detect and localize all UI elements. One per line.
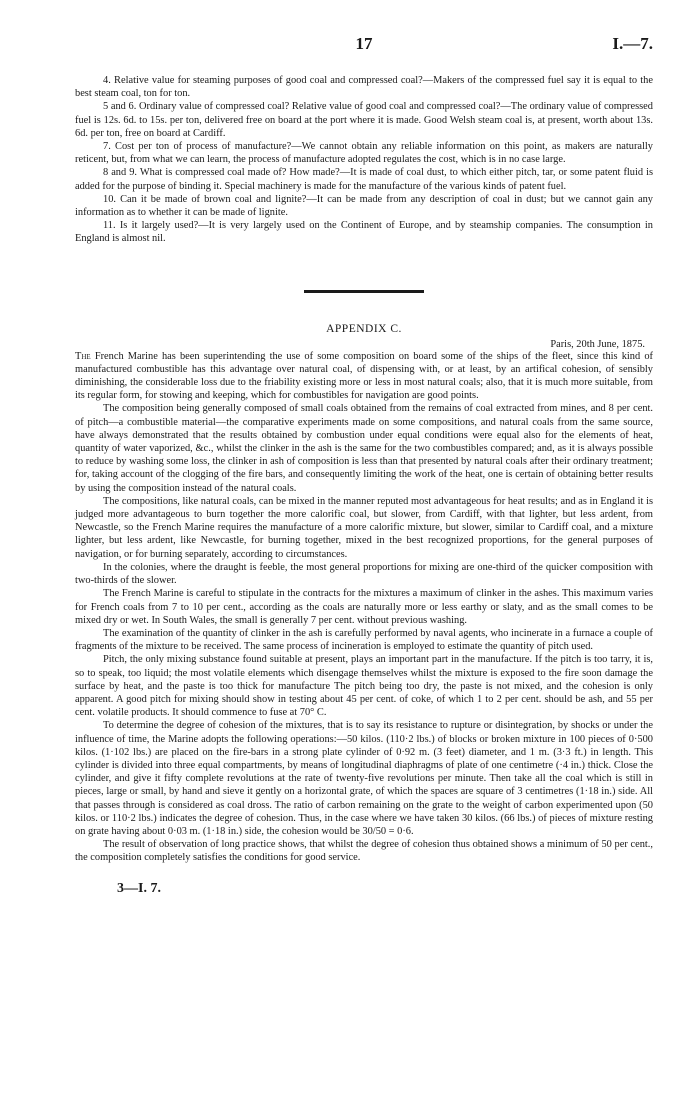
appendix-opening-paragraph bbox=[75, 350, 653, 403]
appendix-title: APPENDIX C. bbox=[326, 322, 402, 335]
qa-paragraph: 10. Can it be made of brown coal and lignite?—It can be made from any description of coal in dust; but we cannot gain any information as to whether it can be made of lignite. bbox=[75, 193, 653, 219]
appendix-paragraph: The result of observation of long practice shows, that whilst the degree of cohesion thus obtained shows a minimum of 50 per cent., the composition completely satisfies the conditions for good service. bbox=[75, 839, 653, 864]
appendix-paragraph: The compositions, like natural coals, can be mixed in the manner reputed most advantageous for heat results; and as in England it is judged more advantageous to burn together the more calorific coal, but slower, from Cardiff, with that lighter, but less ardent, from Newcastle, so the French Marine requires the manufacture of a more calorific mixture, but slower, similar to Cardiff coal, and a mixture lighter, but less ardent, like Newcastle, for burning together, mixed in the best recognized proportions, for the general purposes of navigation, or for burning separately, according to circumstances. bbox=[75, 495, 653, 560]
section-divider bbox=[304, 290, 424, 293]
appendix-paragraph: Pitch, the only mixing substance found suitable at present, plays an important part in the manufacture. If the pitch is too tarry, it is, so to speak, too liquid; the most volatile elements which disengage themselves whilst the mixture is exposed to the fire soon damage the surface by heat, and the paste is too thick for manufacture The pitch being too dry, the paste is not mixed, and the cohesion is only apparent. A good pitch for mixing should show in testing about 45 per cent. of coke, of which 1 to 2 per cent. should be ash, and 55 per cent. volatile products. It should commence to fuse at 70° C. bbox=[75, 654, 653, 719]
qa-section bbox=[75, 74, 653, 246]
page-header bbox=[75, 34, 653, 60]
qa-paragraph: 7. Cost per ton of process of manufacture?—We cannot obtain any reliable information on this point, as makers are naturally reticent, but, from what we can learn, the process of manufacture adopted regulates the cost, which is in no case large. bbox=[75, 141, 653, 166]
appendix-body bbox=[75, 350, 653, 865]
appendix-paragraph: The composition being generally composed of small coals obtained from the remains of coal extracted from mines, and 8 per cent. of pitch—a combustible material—the comparative experiments made on some compositions, and natural coals from the same source, have always demonstrated that the results obtained by combustion under equal conditions were equal also for the elements of heat, quantity of water vaporized, &c., whilst the clinker in the ash is the same for the two combustibles compared; and, as it is always possible to reduce by washing some loss, the clinker in ash of composition is less than that presented by natural coals after their ordinary treatment; for, taking account of the clogging of the fire bars, and consequently limiting the work of the heat, one is certain of obtaining better results by using the composition instead of the natural coals. bbox=[75, 403, 653, 494]
appendix-dateline: Paris, 20th June, 1875. bbox=[550, 338, 645, 350]
opening-text: French Marine has been superintending the use of some composition on board some of the ships of the fleet, since this kind of manufactured combustible has this advantage over natural coal, of dispensing with, or at least, by an artifical cohesion, of sensibly diminishing, the considerable loss due to the friability existing more or less in most natural coals; also, that it is much more suitable, from its regular form, for stowing and keeping, which for combustibles for navigation are good points. bbox=[75, 350, 653, 402]
qa-paragraph: 11. Is it largely used?—It is very largely used on the Continent of Europe, and by steamship companies. The consumption in England is almost nil. bbox=[75, 220, 653, 245]
opening-word: The bbox=[75, 350, 91, 362]
qa-paragraph: 8 and 9. What is compressed coal made of? How made?—It is made of coal dust, to which either pitch, tar, or some patent fluid is added for the purpose of binding it. Special machinery is made for the manufacture of the various kinds of patent fuel. bbox=[75, 167, 653, 192]
page-reference: I.—7. bbox=[612, 34, 653, 53]
qa-paragraph: 5 and 6. Ordinary value of compressed coal? Relative value of good coal and compressed coal?—The ordinary value of compressed fuel is 12s. 6d. to 15s. per ton, delivered free on board at the port where it is made. Good Welsh steam coal is, at present, worth about 13s. 6d. per ton, free on board at Cardiff. bbox=[75, 101, 653, 139]
qa-paragraph: 4. Relative value for steaming purposes of good coal and compressed coal?—Makers of the compressed fuel say it is equal to the best steam coal, ton for ton. bbox=[75, 75, 653, 100]
appendix-paragraph: The examination of the quantity of clinker in the ash is carefully performed by naval agents, who incinerate in a furnace a couple of fragments of the mixture to be received. The same process of incineration is employed to estimate the quantity of pitch used. bbox=[75, 627, 653, 653]
appendix-paragraph: The French Marine is careful to stipulate in the contracts for the mixtures a maximum of clinker in the ashes. This maximum varies for French coals from 7 to 10 per cent., according as the coals are naturally more or less earthy or slaty, and as the small comes to be mixed dry or wet. In South Wales, the small is generally 7 per cent. without previous washing. bbox=[75, 588, 653, 626]
appendix-paragraph: To determine the degree of cohesion of the mixtures, that is to say its resistance to rupture or disintegration, by shocks or under the influence of time, the Marine adopts the following operations:—50 kilos. (110·2 lbs.) of blocks or broken mixture in 100 pieces of 0·500 kilos. (1·102 lbs.) are placed on the fire-bars in a strong plate cylinder of 0·92 m. (3 feet) diameter, and 1 m. (3·3 ft.) in length. This cylinder is divided into three equal compartments, by means of longitudinal diaphragms of plate of one centimetre (·4 in.) thick. Close the cylinder, and give it fifty complete revolutions at the rate of twenty-five revolutions per minute. Then take all the coal which is still in pieces, large or small, by hand and sieve it gently on a horizontal grate, of which the spaces are square of 3 centimetres (1·18 in.) side. All that passes through is considered as coal dross. The ratio of carbon remaining on the grate to the weight of carbon experimented upon (50 kilos. or 110·2 lbs.) indicates the degree of cohesion. Thus, in the case where we have taken 30 kilos. (66 lbs.) of pieces of mixture resting on grate having about 0·03 m. (1·18 in.) side, the cohesion would be 30/50 = 0·6. bbox=[75, 720, 653, 837]
page-number: 17 bbox=[355, 34, 373, 53]
appendix-paragraph: In the colonies, where the draught is feeble, the most general proportions for mixing are one-third of the quicker composition with two-thirds of the slower. bbox=[75, 561, 653, 587]
document-page bbox=[75, 34, 653, 897]
footer-signature: 3—I. 7. bbox=[117, 880, 161, 896]
